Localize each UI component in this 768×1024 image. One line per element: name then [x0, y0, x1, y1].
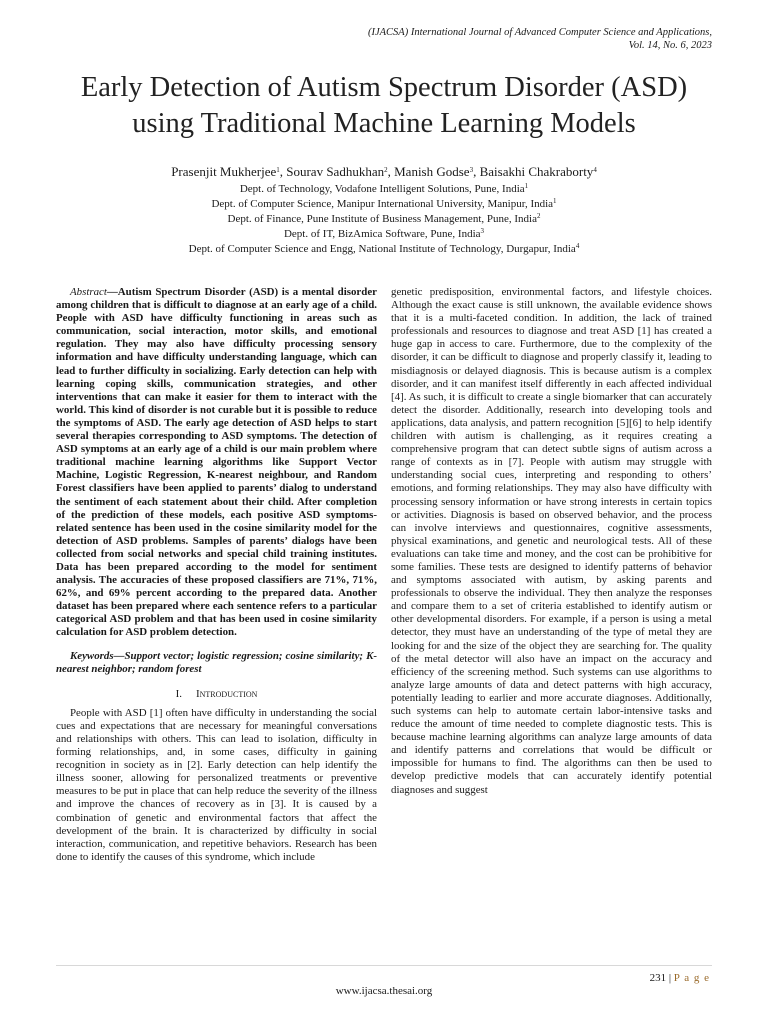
author-name: Prasenjit Mukherjee: [171, 164, 277, 179]
affiliation-mark: 1: [553, 197, 557, 205]
keywords-dash: —: [113, 649, 125, 662]
affiliation-mark: 3: [480, 227, 485, 235]
page-label: P a g e: [673, 972, 710, 984]
intro-paragraph-left: People with ASD [1] often have difficulty in understanding the social cues and expectations that are necessary for meaningful conversations and relationships with others. This can lead to isolation, difficulty in forming relationships, and, in some cases, difficulty in gaining recognition in society as in [2]. Early detection can help identify the illness sooner, allowing for personalized treatments or preventive measures to be put in place that can help reduce the severity of the illness and improve the chances of recovery as in [3]. It is caused by a combination of genetic and environmental factors that affect the development of the brain. It is characterized by difficulty in social interaction, communication, and repetitive behaviors. Research has been done to identify the causes of this syndrome, which include: [56, 706, 377, 863]
abstract-label: Abstract: [70, 286, 107, 298]
author-affil-mark: 3: [469, 166, 474, 174]
affiliation: [30, 182, 738, 197]
introduction: [56, 707, 377, 864]
affiliation-mark: 4: [575, 242, 580, 250]
author-name: Sourav Sadhukhan: [286, 164, 385, 179]
affiliation-text: Dept. of Finance, Pune Institute of Business Management, Pune, India: [227, 213, 537, 225]
abstract-body: [56, 286, 377, 640]
author-separator: ,: [387, 164, 395, 179]
author-separator: ,: [473, 164, 480, 179]
author-name: Manish Godse: [394, 164, 470, 179]
affiliation-text: Dept. of Technology, Vodafone Intelligent Solutions, Pune, India: [239, 183, 525, 195]
affiliation-text: Dept. of IT, BizAmica Software, Pune, India: [283, 228, 481, 240]
left-column: [56, 286, 377, 864]
affiliation-mark: 2: [536, 212, 541, 220]
keywords-text: Support vector; logistic regression; cosine similarity; K-nearest neighbor; random forest: [56, 649, 377, 675]
paper-title: [30, 70, 738, 142]
affiliation: [30, 212, 738, 227]
affiliation-text: Dept. of Computer Science, Manipur International University, Manipur, India: [211, 198, 554, 210]
author-affil-mark: 2: [384, 166, 388, 174]
affiliation-list: [30, 182, 738, 257]
journal-header: [112, 26, 712, 52]
journal-website: www.ijacsa.thesai.org: [335, 985, 433, 997]
paper-title-line-1: Early Detection of Autism Spectrum Disorder (ASD): [80, 72, 688, 103]
author-separator: ,: [279, 164, 287, 179]
keywords-label: Keywords: [70, 649, 114, 662]
author-affil-mark: 4: [593, 166, 597, 174]
abstract-dash: —: [106, 286, 118, 298]
affiliation-mark: 1: [524, 182, 529, 190]
journal-volume: Vol. 14, No. 6, 2023: [628, 40, 712, 51]
right-column: [391, 286, 712, 797]
author-list: [30, 164, 738, 180]
paper-title-line-2: using Traditional Machine Learning Models: [132, 108, 636, 139]
affiliation: [30, 242, 738, 257]
section-title: Introduction: [195, 687, 258, 700]
footer-divider: [56, 965, 712, 966]
abstract-text: Autism Spectrum Disorder (ASD) is a mental disorder among children that is difficult to diagnose at an early age of a child. People with ASD have difficulty functioning in areas such as communication, social interaction, motor skills, and emotional regulation. They may also have difficulty processing sensory information and have difficulty understanding language, which can lead to further difficulty in socializing. Early detection can help with learning coping skills, communication strategies, and other interventions that can make it easier for them to interact with the world. This kind of disorder is not curable but it is possible to reduce the symptoms of ASD. The early age detection of ASD helps to start several therapies corresponding to ASD symptoms. The detection of ASD symptoms at an early age of a child is our main problem where traditional machine learning algorithms like Support Vector Machine, Logistic Regression, K-nearest neighbour, and Random Forest classifiers have been applied to parents’ dialog to understand the sentiment of each statement about their child. After completion of the prediction of these models, each positive ASD symptoms-related sentence has been used in the cosine similarity model for the detection of ASD problems. Samples of parents’ dialogs have been collected from social networks and special child training institutes. Data has been prepared according to the model for sentiment analysis. The accuracies of these proposed classifiers are 71%, 71%, 62%, and 69% percent according to the prepared data. Another dataset has been prepared where each sentence refers to a particular categorical ASD problem and that has been used in cosine similarity calculation for ASD problem detection.: [56, 286, 377, 639]
section-heading-introduction: [56, 688, 377, 701]
author-affil-mark: 1: [276, 166, 280, 174]
abstract: [56, 286, 377, 640]
page-number-value: 231: [649, 972, 667, 984]
affiliation-text: Dept. of Computer Science and Engg, National Institute of Technology, Durgapur, India: [188, 243, 576, 255]
author-name: Baisakhi Chakraborty: [479, 164, 594, 179]
section-number: I.: [175, 687, 182, 700]
affiliation: [30, 197, 738, 212]
intro-paragraph-right: genetic predisposition, environmental factors, and lifestyle choices. Although the exact cause is still unknown, the available evidence shows that it is a multi-faceted condition. In addition, the lack of trained professionals and resources to diagnose and treat ASD [1] has created a huge gap in access to care. Furthermore, due to the complexity of the disorder, it can be difficult to diagnose and properly classify it, leading to misdiagnosis or delayed diagnosis. This is because autism is a complex disorder, and it can manifest itself differently in each affected individual [4]. As such, it is difficult to create a single biomarker that can accurately detect the disorder. Additionally, research into developing tools and applications, data analysis, and pattern recognition [5][6] to help identify children with autism is challenging, as it requires creating a comprehensive program that can detect subtle signs of autism across a range of contexts as in [7]. People with autism may struggle with understanding social cues, interpreting and responding to others’ emotions, and forming relationships. They may also have difficulty with processing sensory information or have strong interests in certain topics or activities. Diagnosis is based on observed behavior, and the process can involve interviews and questionnaires, cognitive assessments, physical examinations, and genetic and neurological tests. All of these evaluations can take time and money, and the cost can be prohibitive for some families. These tests are designed to identify patterns of behavior and symptoms associated with autism, by asking parents and professionals to observe the individual. They then analyze the responses and compare them to a set of criteria established to identify autism or other developmental disorders. For example, if a person is using a metal detector, they must have an understanding of the type of metal they are looking for and the size of the object they are searching for. The quality of the metal detector will also have an impact on the accuracy and efficiency of the screening method. Such systems can use algorithms to analyze large amounts of data and detect patterns with high accuracy, potentially leading to earlier and more accurate diagnoses. Additionally, such systems can help to automate certain labor-intensive tasks and reduce the amount of time needed to complete diagnostic tests. This is because machine learning algorithms can analyze large amounts of data and identify patterns and correlations that would be difficult or impossible for humans to find. The algorithms can then be used to develop predictive models that can accurately identify potential diagnoses and suggest: [391, 286, 712, 796]
page-number: [650, 972, 710, 984]
journal-name: (IJACSA) International Journal of Advanced Computer Science and Applications,: [367, 27, 712, 38]
affiliation: [30, 227, 738, 242]
keywords: [56, 650, 377, 676]
page-number-separator: |: [666, 972, 674, 984]
